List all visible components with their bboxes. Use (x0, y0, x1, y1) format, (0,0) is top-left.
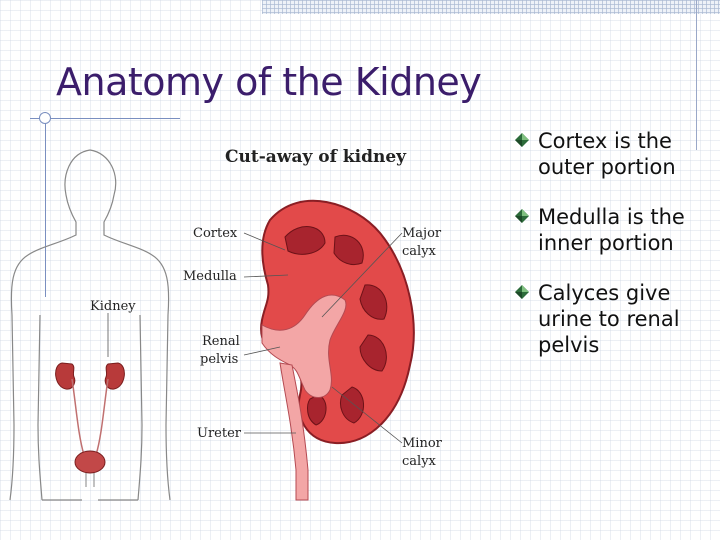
figure-heading: Cut-away of kidney (225, 147, 407, 167)
label-ureter: Ureter (197, 426, 241, 441)
decorative-top-band (262, 0, 720, 14)
kidney-illustration (0, 125, 470, 510)
bullet-text: Cortex is the outer portion (538, 129, 676, 179)
bullet-item (512, 128, 712, 180)
label-renal-pelvis-line1: Renal (202, 334, 240, 349)
label-renal-pelvis-line2: pelvis (200, 352, 239, 367)
label-medulla: Medulla (183, 269, 237, 284)
bullet-item (512, 204, 712, 256)
diamond-bullet-icon (514, 284, 530, 300)
bullet-text: Medulla is the inner portion (538, 205, 685, 255)
label-major-calyx-line2: calyx (402, 244, 436, 259)
decorative-circle (39, 112, 51, 124)
small-kidneys (56, 363, 125, 487)
bullet-text: Calyces give urine to renal pelvis (538, 281, 680, 357)
label-minor-calyx-line1: Minor (402, 436, 442, 451)
label-cortex: Cortex (193, 226, 238, 241)
body-outline (10, 150, 170, 500)
label-minor-calyx-line2: calyx (402, 454, 436, 469)
decorative-title-rule (30, 118, 180, 119)
diamond-bullet-icon (514, 132, 530, 148)
label-kidney: Kidney (90, 299, 136, 314)
kidney-cutaway (261, 201, 414, 500)
diamond-bullet-icon (514, 208, 530, 224)
bullet-list (512, 128, 712, 382)
label-major-calyx-line1: Major (402, 226, 442, 241)
bullet-item (512, 280, 712, 358)
slide-title: Anatomy of the Kidney (56, 60, 482, 104)
